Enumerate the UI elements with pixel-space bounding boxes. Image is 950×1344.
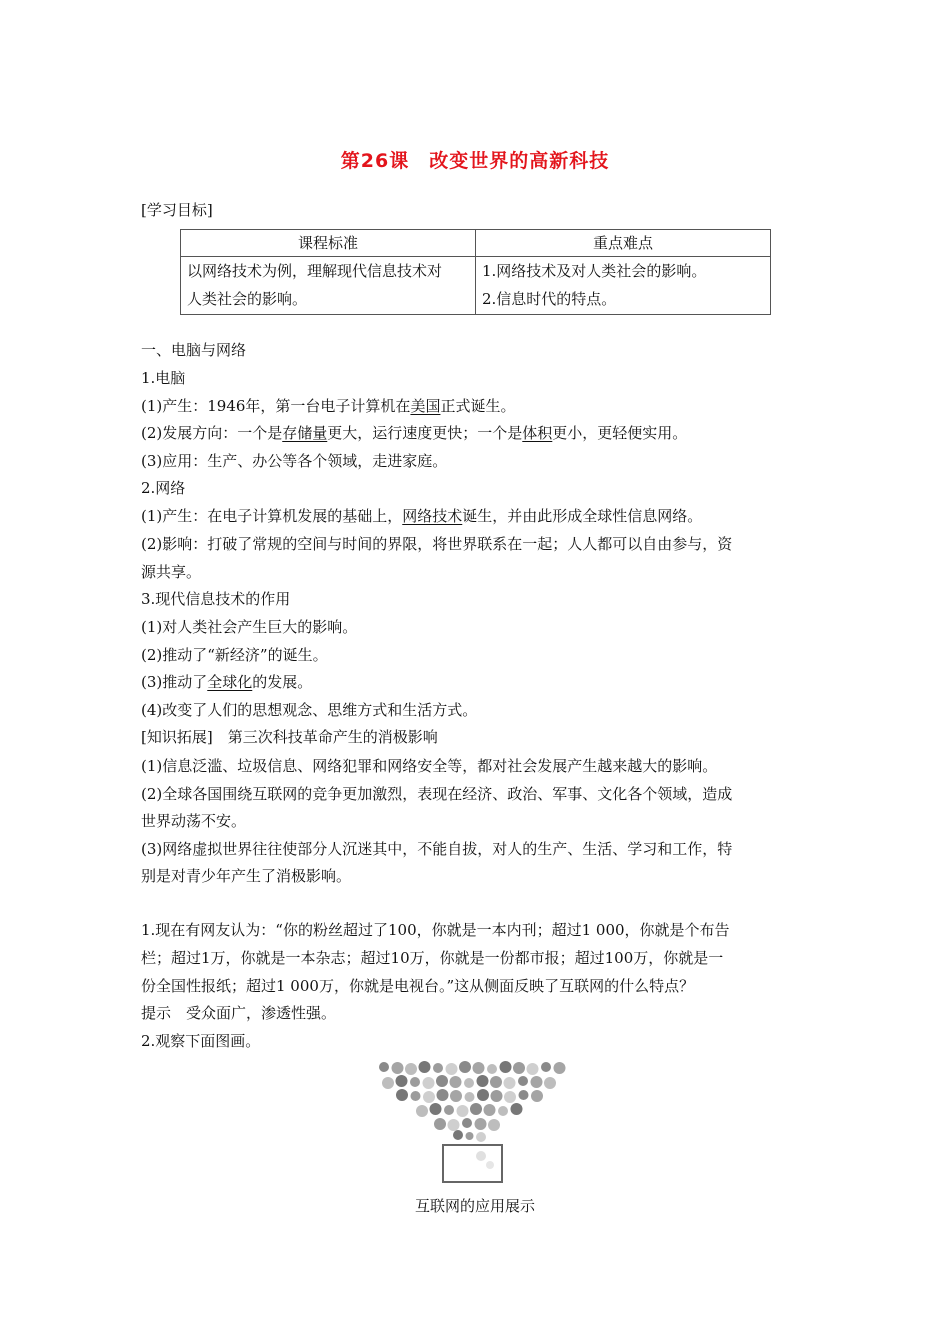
extension-line-3b: 别是对青少年产生了消极影响。 [141,867,352,885]
goals-label: [学习目标] [141,201,213,219]
app-bubble-icon [511,1103,523,1115]
modern-line-2: (2)推动了“新经济”的诞生。 [141,646,328,664]
figure-caption: 互联网的应用展示 [414,1197,535,1215]
header-keypoints: 重点难点 [476,230,771,257]
app-bubble-icon [457,1105,469,1117]
app-bubble-icon [500,1061,512,1073]
app-bubble-icon [491,1090,503,1102]
question-1-line-2: 栏；超过1万，你就是一本杂志；超过10万，你就是一份都市报；超过100万，你就是一 [141,949,724,967]
app-bubble-icon [392,1062,404,1074]
page-title: 第26课 改变世界的高新科技 [340,150,610,172]
section-heading: 一、电脑与网络 [141,341,247,359]
app-bubble-icon [396,1075,408,1087]
internet-apps-figure [378,1058,568,1186]
extension-line-3a: (3)网络虚拟世界往往使部分人沉迷其中，不能自拔，对人的生产、生活、学习和工作，特 [141,840,733,858]
app-bubble-icon [450,1076,462,1088]
extension-line-2a: (2)全球各国围绕互联网的竞争更加激烈，表现在经济、政治、军事、文化各个领域，造成 [141,785,733,803]
app-bubble-icon [544,1077,556,1089]
app-bubble-icon [433,1063,443,1073]
app-bubble-icon [527,1063,539,1075]
network-line-2b: 源共享。 [141,563,202,581]
app-bubble-icon [477,1075,489,1087]
app-bubble-icon [459,1061,471,1073]
modern-heading: 3.现代信息技术的作用 [141,590,291,608]
network-line-2a: (2)影响：打破了常规的空间与时间的界限，将世界联系在一起；人人都可以自由参与，资 [141,535,733,553]
app-bubble-icon [490,1076,502,1088]
goals-table [180,229,771,315]
app-bubble-icon [405,1063,417,1075]
cell-standard-line: 人类社会的影响。 [187,290,308,308]
app-bubble-icon [464,1078,474,1088]
app-bubble-icon [504,1091,516,1103]
app-bubble-icon [436,1075,448,1087]
app-bubble-icon [477,1089,489,1101]
app-bubble-icon [484,1104,496,1116]
app-bubble-icon [531,1076,543,1088]
computer-line-2: (2)发展方向：一个是存储量更大，运行速度更快；一个是体积更小，更轻便实用。 [141,424,688,442]
app-bubble-icon [541,1062,551,1072]
app-bubble-icon [453,1130,463,1140]
app-bubble-icon [466,1132,474,1140]
modern-line-1: (1)对人类社会产生巨大的影响。 [141,618,358,636]
computer-line-3: (3)应用：生产、办公等各个领域，走进家庭。 [141,452,448,470]
cell-standard [181,257,476,315]
app-bubble-icon [504,1077,516,1089]
question-1-line-3: 份全国性报纸；超过1 000万，你就是电视台。”这从侧面反映了互联网的什么特点？ [141,977,695,995]
app-bubble-icon [462,1118,472,1128]
extension-line-2b: 世界动荡不安。 [141,812,247,830]
app-bubble-icon [475,1118,487,1130]
app-bubble-icon [470,1103,482,1115]
app-bubble-icon [410,1077,420,1087]
app-bubble-icon [450,1090,462,1102]
app-bubble-icon [423,1091,435,1103]
app-bubble-icon [498,1106,508,1116]
app-bubble-icon [419,1061,431,1073]
cell-keypoints-line: 1.网络技术及对人类社会的影响。 [482,262,707,280]
question-1-hint: 提示 受众面广，渗透性强。 [141,1004,337,1022]
extension-line-1: (1)信息泛滥、垃圾信息、网络犯罪和网络安全等，都对社会发展产生越来越大的影响。 [141,757,718,775]
app-bubble-icon [488,1119,500,1131]
app-bubble-icon [513,1062,525,1074]
app-icon-cloud [379,1061,566,1142]
app-bubble-icon [554,1062,566,1074]
app-bubble-icon [465,1092,475,1102]
monitor-bubble [486,1161,494,1169]
app-bubble-icon [416,1105,428,1117]
app-bubble-icon [487,1064,497,1074]
extension-heading: [知识拓展] 第三次科技革命产生的消极影响 [141,728,438,746]
app-bubble-icon [434,1118,446,1130]
question-1-line-1: 1.现在有网友认为：“你的粉丝超过了100，你就是一本内刊；超过1 000，你就是个布告 [141,921,730,939]
app-bubble-icon [396,1089,408,1101]
app-bubble-icon [379,1062,389,1072]
app-bubble-icon [430,1103,442,1115]
app-bubble-icon [411,1091,421,1101]
app-bubble-icon [476,1132,486,1142]
header-standard: 课程标准 [181,230,476,257]
app-bubble-icon [437,1089,449,1101]
app-bubble-icon [518,1076,528,1086]
cell-keypoints [476,257,771,315]
cell-standard-line: 以网络技术为例，理解现代信息技术对 [187,262,443,280]
computer-heading: 1.电脑 [141,369,186,387]
app-bubble-icon [382,1077,394,1089]
app-bubble-icon [423,1077,435,1089]
app-bubble-icon [446,1063,458,1075]
modern-line-4: (4)改变了人们的思想观念、思维方式和生活方式。 [141,701,478,719]
cell-keypoints-line: 2.信息时代的特点。 [482,290,617,308]
modern-line-3: (3)推动了全球化的发展。 [141,673,313,691]
app-bubble-icon [448,1119,460,1131]
app-bubble-icon [531,1090,543,1102]
app-bubble-icon [473,1062,485,1074]
network-heading: 2.网络 [141,479,186,497]
app-bubble-icon [444,1105,454,1115]
app-bubble-icon [519,1090,529,1100]
network-line-1: (1)产生：在电子计算机发展的基础上，网络技术诞生，并由此形成全球性信息网络。 [141,507,703,525]
question-2-line-1: 2.观察下面图画。 [141,1032,261,1050]
monitor-bubble [476,1151,486,1161]
computer-line-1: (1)产生：1946年，第一台电子计算机在美国正式诞生。 [141,397,516,415]
